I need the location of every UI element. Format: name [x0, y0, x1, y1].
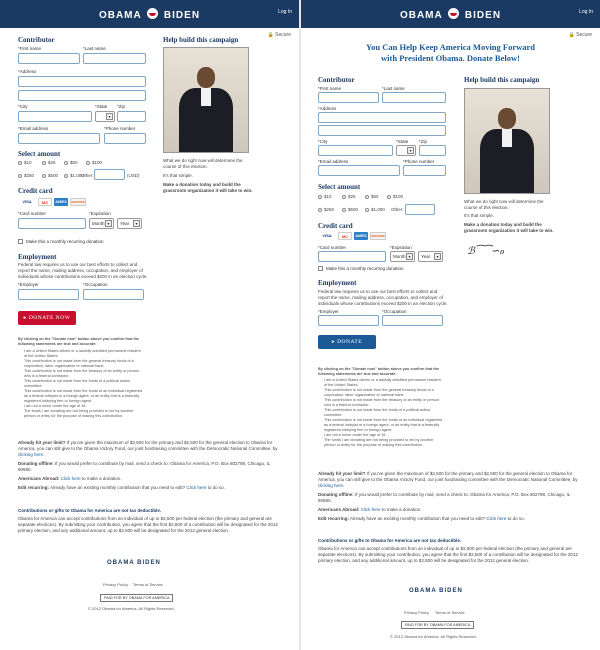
candidate-photo [464, 88, 550, 194]
year-select[interactable]: Year ▾ [418, 251, 443, 262]
legal-item: The funds I am donating are not being provided to me by another person or entity for the purpose of making this contribution. [324, 438, 434, 447]
edit-recurring-link[interactable]: Click here [486, 516, 507, 521]
terms-of-service-link[interactable]: Terms of Service [133, 582, 163, 587]
info-block: Already hit your limit? If you've given the maximum of $2,500 for the primary and $2,500 for the general election to Obama for America, you can still give to the Obama Victory Fund, our joint fundraising committee with the Democratic National Committee, by clicking here. Donating offline: If you would prefer to contribute by mail, send a check to: Obama for America, P.O. Box 802798, Chicago, IL 60680. Americans Abroad: Click here to make a donation. Edit recurring: Already have an existing monthly contribution that you need to edit? Click here to do so. [318, 471, 578, 521]
legal-item: The funds I am donating are not being provided to me by another person or entity for the purpose of making this contribution. [24, 409, 134, 418]
city-label: *City [18, 104, 28, 109]
email-field[interactable] [18, 133, 100, 144]
select-amount-heading: Select amount [318, 183, 361, 191]
address-line2-field[interactable] [18, 90, 146, 101]
chevron-down-icon: ▾ [105, 220, 112, 227]
occupation-label: *Occupation [83, 282, 108, 287]
side-cta: Make a donation today and build the grassroots organization it will take to win. [464, 222, 554, 233]
amount-option[interactable]: $100 [387, 194, 403, 199]
employment-heading: Employment [318, 279, 357, 287]
month-select[interactable]: Month ▾ [390, 251, 415, 262]
last-name-field[interactable] [83, 53, 146, 64]
legal-item: I am not a minor under the age of 16. [24, 404, 87, 408]
employer-label: *Employer [318, 309, 339, 314]
amount-option[interactable]: $10 [18, 160, 32, 165]
legal-item: I am a United States citizen or a lawfully admitted permanent resident of the United States. [24, 349, 141, 358]
zip-field[interactable] [419, 145, 446, 156]
legal-list [324, 378, 444, 448]
email-label: *Email address [18, 126, 49, 131]
phone-field[interactable] [104, 133, 146, 144]
zip-field[interactable] [117, 111, 146, 122]
paid-for-box: PAID FOR BY OBAMA FOR AMERICA [401, 621, 474, 629]
amount-option[interactable]: $500 [342, 207, 358, 212]
side-simple: It's that simple. [163, 173, 193, 178]
address-label: *Address [318, 106, 337, 111]
zip-label: *Zip [117, 104, 126, 109]
candidate-photo [163, 47, 249, 153]
expiration-label: *Expiration [89, 211, 111, 216]
donate-page-variant-a [0, 0, 299, 650]
terms-of-service-link[interactable]: Terms of Service [435, 610, 465, 615]
side-caption: What we do right now will determine the course of this election. [464, 199, 544, 210]
first-name-field[interactable] [18, 53, 80, 64]
help-build-heading: Help build this campaign [464, 76, 540, 84]
city-field[interactable] [18, 111, 92, 122]
last-name-label: *Last name [382, 86, 405, 91]
footer-logo: OBAMA BIDEN [107, 560, 161, 566]
card-number-label: *Card number [18, 211, 47, 216]
americans-abroad-link[interactable]: Click here [60, 476, 81, 481]
login-link[interactable]: Log In [278, 9, 292, 15]
campaign-o-icon [448, 8, 459, 19]
legal-item: This contribution is not made from the funds of a political action committee. [24, 379, 131, 388]
copyright: © 2012 Obama for America. All Rights Reserved. [88, 606, 175, 611]
visa-icon: VISA [322, 233, 332, 238]
month-select[interactable]: Month ▾ [89, 218, 114, 229]
donate-button[interactable]: ▸ DONATE [318, 335, 376, 349]
zip-label: *Zip [419, 139, 428, 144]
side-caption: What we do right now will determine the course of this election. [163, 158, 243, 169]
amount-option[interactable]: $250 [318, 207, 334, 212]
occupation-field[interactable] [83, 289, 144, 300]
header-bar [301, 0, 600, 28]
amount-other-label: Other: [81, 173, 94, 178]
legal-list [24, 349, 144, 419]
phone-label: *Phone number [104, 126, 136, 131]
employment-notice: Federal law requires us to use our best efforts to collect and report the name, mailing address, occupation, and employer of individuals whose contributions exceed $200 in an election cycle. [18, 262, 148, 279]
side-cta: Make a donation today and build the grassroots organization it will take to win. [163, 182, 253, 193]
state-select[interactable] [95, 111, 115, 122]
obama-biden-logo: OBAMA BIDEN [98, 10, 201, 21]
phone-label: *Phone number [403, 159, 435, 164]
city-label: *City [318, 139, 328, 144]
occupation-field[interactable] [382, 315, 443, 326]
amount-option[interactable]: $50 [365, 194, 379, 199]
copyright: © 2012 Obama for America. All Rights Reserved. [390, 634, 477, 639]
other-amount-field[interactable] [405, 204, 435, 215]
tax-heading: Contributions or gifts to Obama for America are not tax deductible. [318, 538, 462, 543]
address-field[interactable] [18, 76, 146, 87]
contributor-heading: Contributor [18, 36, 55, 44]
expiration-label: *Expiration [390, 245, 412, 250]
legal-item: This contribution is not made from the general treasury funds of a corporation, labor organization or national bank. [324, 388, 434, 397]
email-label: *Email address [318, 159, 349, 164]
footer-logo: OBAMA BIDEN [409, 588, 463, 594]
amount-option[interactable]: $25 [42, 160, 56, 165]
legal-item: This contribution is not made from the treasury of an entity or person who is a federal contractor. [24, 369, 140, 378]
amount-option[interactable]: $25 [342, 194, 356, 199]
americans-abroad-link[interactable]: Click here [360, 507, 381, 512]
recurring-checkbox[interactable]: Make this a monthly recurring donation [318, 266, 404, 271]
donate-page-variant-b [301, 0, 600, 650]
legal-item: This contribution is not made from the treasury of an entity or person who is a federal contractor. [324, 398, 440, 407]
secure-indicator: 🔒 Secure [267, 32, 291, 38]
help-build-heading: Help build this campaign [163, 36, 239, 44]
employer-field[interactable] [18, 289, 79, 300]
tax-notice: Obama for America can accept contributions from an individual of up to $2,500 per federal election (the primary and general are separate elections). By submitting your contribution, you agree that the first $2,500 of a contribution will be designated for the 2012 primary election, and any additional amount, up to $2,500 will be designated for the 2012 general election. [18, 516, 278, 533]
state-select[interactable] [396, 145, 416, 156]
discover-icon: DISCOVER [70, 198, 86, 206]
last-name-field[interactable] [382, 92, 446, 103]
privacy-policy-link[interactable]: Privacy Policy [404, 610, 429, 615]
secure-indicator: 🔒 Secure [568, 32, 592, 38]
legal-item: This contribution is not made from the funds of an individual registered as a federal lobbyist or a foreign agent, or an entity that is a federally registered lobbying firm or foreign agent. [324, 418, 443, 432]
campaign-o-icon [147, 8, 158, 19]
legal-item: I am a United States citizen or a lawfully admitted permanent resident of the United States. [324, 378, 441, 387]
signature-image: ℬ⁀⁀∽ℴ [467, 246, 504, 257]
address-label: *Address [18, 69, 37, 74]
employment-notice: Federal law requires us to use our best efforts to collect and report the name, mailing address, occupation, and employer of individuals whose contributions exceed $200 in an election cycle. [318, 289, 448, 306]
legal-item: This contribution is not made from the funds of a political action committee. [324, 408, 431, 417]
visa-icon: VISA [22, 199, 32, 204]
paid-for-box: PAID FOR BY OBAMA FOR AMERICA [100, 594, 173, 602]
amount-option[interactable]: $50 [64, 160, 78, 165]
state-label: *State [396, 139, 409, 144]
tax-notice: Obama for America can accept contributions from an individual of up to $2,500 per federal election (the primary and general are separate elections). By submitting your contribution, you agree that the first $2,500 of a contribution will be designated for the 2012 primary election, and any additional amount, up to $2,500 will be designated for the 2012 general election. [318, 546, 578, 563]
header-bar [0, 0, 299, 28]
chevron-down-icon: ▾ [406, 253, 413, 260]
first-name-label: *First name [18, 46, 42, 51]
mastercard-icon: MC [338, 232, 352, 240]
occupation-label: *Occupation [382, 309, 407, 314]
donate-now-button[interactable]: ▸ DONATE NOW [18, 311, 76, 325]
other-amount-field[interactable] [94, 169, 125, 180]
select-amount-heading: Select amount [18, 150, 61, 158]
privacy-policy-link[interactable]: Privacy Policy [103, 582, 128, 587]
card-number-field[interactable] [318, 251, 386, 262]
legal-item: This contribution is not made from the general treasury funds of a corporation, labor organization or national bank. [24, 359, 134, 368]
first-name-label: *First name [318, 86, 342, 91]
legal-item: This contribution is not made from the funds of an individual registered as a federal lobbyist or a foreign agent, or an entity that is a federally registered lobbying firm or foreign agent. [24, 389, 143, 403]
amount-option[interactable]: $250 [18, 173, 34, 178]
amount-option[interactable]: $1,000 [64, 173, 84, 178]
victory-fund-link[interactable]: clicking here [318, 483, 344, 488]
chevron-down-icon: ▾ [407, 147, 414, 154]
year-select[interactable]: Year ▾ [117, 218, 142, 229]
first-name-field[interactable] [318, 92, 379, 103]
chevron-down-icon: ▾ [133, 220, 140, 227]
credit-card-heading: Credit card [318, 222, 353, 230]
address-line2-field[interactable] [318, 125, 446, 136]
tax-heading: Contributions or gifts to Obama for America are not tax deductible. [18, 508, 162, 513]
discover-icon: DISCOVER [370, 232, 386, 240]
city-field[interactable] [318, 145, 393, 156]
contributor-heading: Contributor [318, 76, 355, 84]
amount-option[interactable]: $500 [42, 173, 58, 178]
legal-intro: By clicking on the "Donate now" button above you confirm that the following statements are true and accurate: [18, 337, 140, 346]
employer-label: *Employer [18, 282, 39, 287]
chevron-down-icon: ▾ [434, 253, 441, 260]
state-label: *State [95, 104, 108, 109]
amount-option[interactable]: $100 [86, 160, 102, 165]
currency-label: (USD) [127, 173, 140, 178]
page-headline: You Can Help Keep America Moving Forward with President Obama. Donate Below! [365, 42, 536, 63]
employment-heading: Employment [18, 253, 57, 261]
info-block: Already hit your limit? If you've given the maximum of $2,500 for the primary and $2,500 for the general election to Obama for America, you can still give to the Obama Victory Fund, our joint fundraising committee with the Democratic National Committee, by clicking here. Donating offline: If you would prefer to contribute by mail, send a check to: Obama for America, P.O. Box 802798, Chicago, IL 60680. Americans Abroad: Click here to make a donation. Edit recurring: Already have an existing monthly contribution that you need to edit? Click here to do so. [18, 440, 278, 490]
chevron-down-icon: ▾ [106, 113, 113, 120]
card-number-field[interactable] [18, 218, 86, 229]
side-simple: It's that simple. [464, 213, 494, 218]
mastercard-icon: MC [38, 198, 52, 206]
legal-item: I am not a minor under the age of 16. [324, 433, 387, 437]
card-number-label: *Card number [318, 245, 347, 250]
phone-field[interactable] [403, 165, 446, 176]
login-link[interactable]: Log In [579, 9, 593, 15]
email-field[interactable] [318, 165, 400, 176]
last-name-label: *Last name [83, 46, 106, 51]
amount-other-label: Other: [391, 207, 404, 212]
employer-field[interactable] [318, 315, 379, 326]
address-field[interactable] [318, 112, 446, 123]
amount-option[interactable]: $10 [318, 194, 332, 199]
obama-biden-logo: OBAMA BIDEN [399, 10, 502, 21]
recurring-checkbox[interactable]: Make this a monthly recurring donation [18, 239, 104, 244]
edit-recurring-link[interactable]: Click here [186, 485, 207, 490]
amount-option[interactable]: $1,000 [365, 207, 385, 212]
victory-fund-link[interactable]: clicking here [18, 452, 44, 457]
legal-intro: By clicking on the "Donate now" button above you confirm that the following statements are true and accurate: [318, 367, 440, 376]
amex-icon: AMEX [55, 199, 67, 204]
credit-card-heading: Credit card [18, 187, 53, 195]
amex-icon: AMEX [355, 233, 367, 238]
